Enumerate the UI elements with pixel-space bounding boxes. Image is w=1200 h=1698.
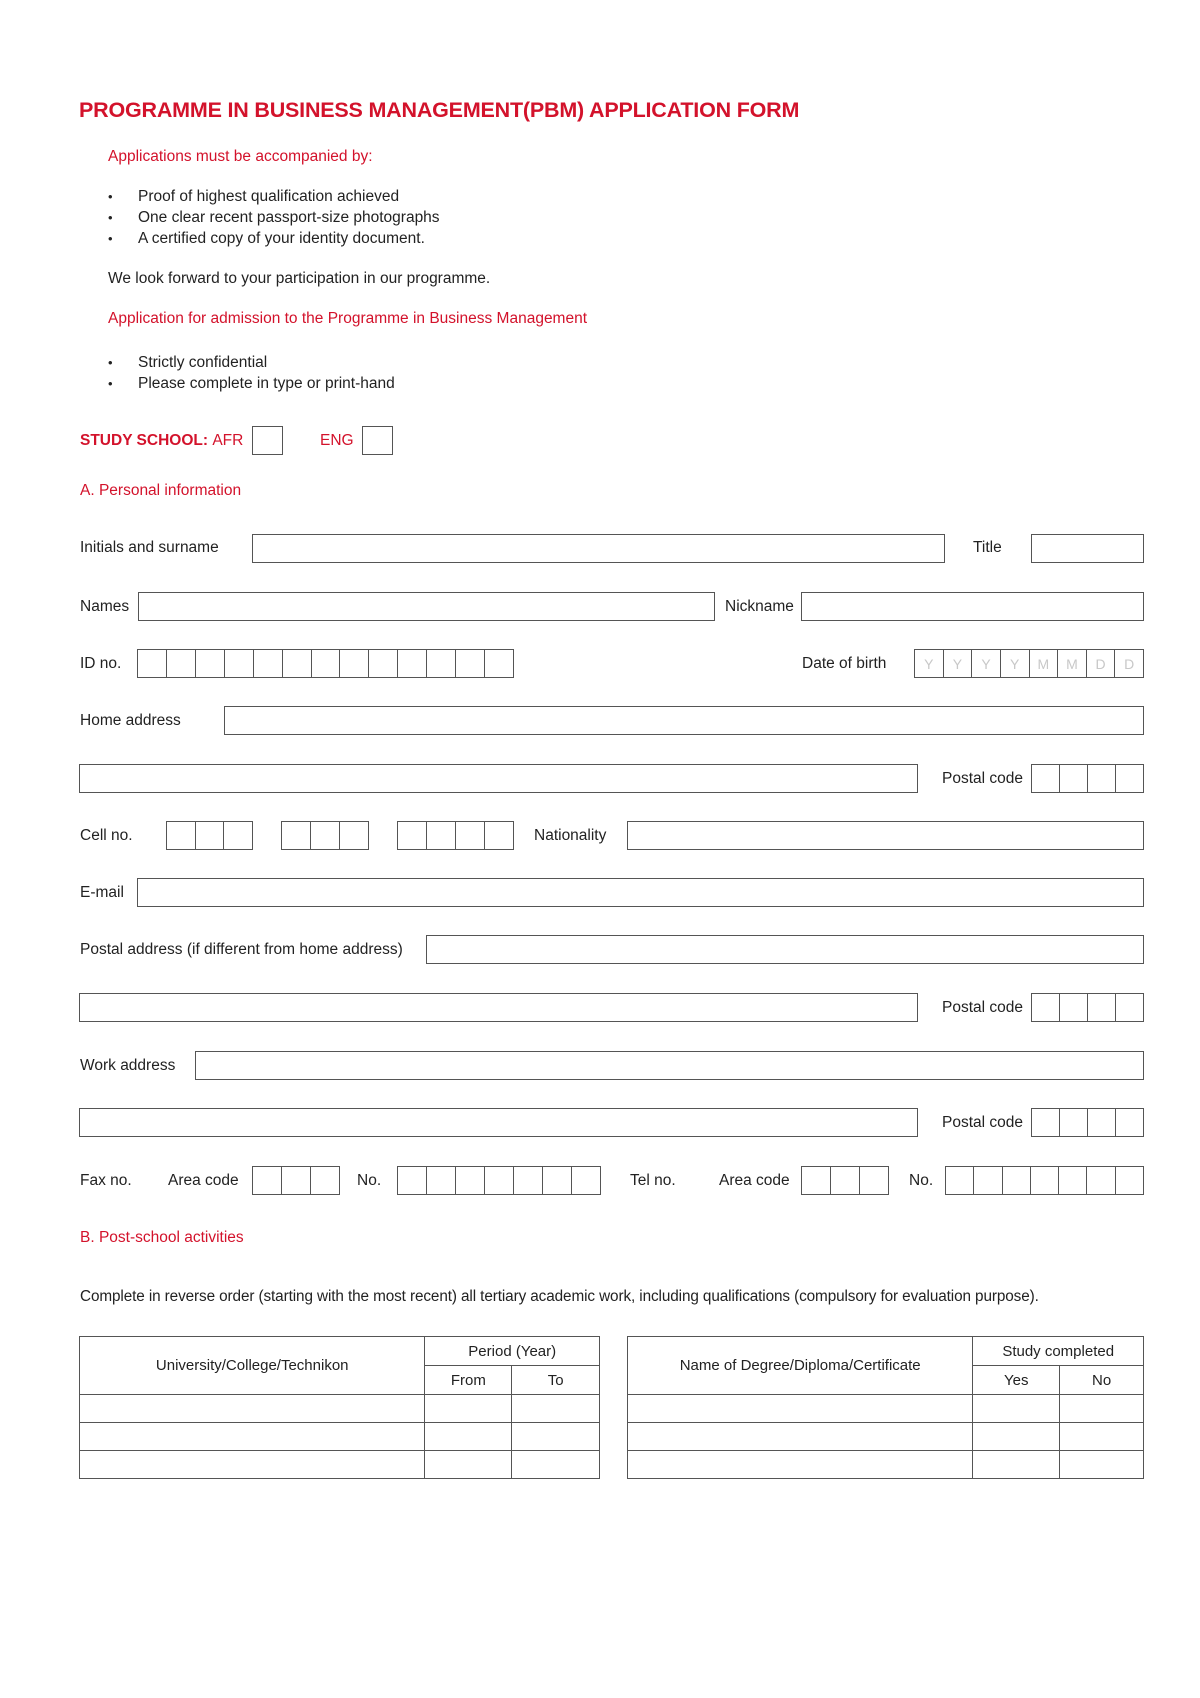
- eng-label: ENG: [320, 432, 354, 449]
- tel-number-label: No.: [909, 1172, 934, 1189]
- from-cell[interactable]: [425, 1423, 512, 1451]
- form-title: PROGRAMME IN BUSINESS MANAGEMENT(PBM) APPLICATION FORM: [79, 98, 800, 122]
- table-row: [628, 1451, 1144, 1479]
- institution-cell[interactable]: [80, 1395, 425, 1423]
- cell-no-label: Cell no.: [80, 827, 133, 844]
- home-address-field[interactable]: [224, 706, 1144, 735]
- admission-heading: Application for admission to the Programme in Business Management: [108, 310, 588, 327]
- postal-address-label: Postal address (if different from home address): [80, 941, 403, 958]
- table-row: [80, 1395, 600, 1423]
- postal-code-label: Postal code: [942, 770, 1023, 787]
- note-item: • Strictly confidential: [108, 352, 395, 373]
- period-header: Period (Year): [425, 1337, 600, 1366]
- afr-label: AFR: [212, 432, 244, 449]
- date-of-birth-label: Date of birth: [802, 655, 887, 672]
- study-school-label: [80, 432, 243, 450]
- cell-no-part1-field[interactable]: [166, 821, 253, 850]
- institution-header: University/College/Technikon: [80, 1337, 425, 1395]
- degree-cell[interactable]: [628, 1423, 973, 1451]
- from-cell[interactable]: [425, 1451, 512, 1479]
- tel-no-label: Tel no.: [630, 1172, 676, 1189]
- work-address-line2-field[interactable]: [79, 1108, 918, 1137]
- tel-number-field[interactable]: [945, 1166, 1144, 1195]
- eng-checkbox[interactable]: [362, 426, 393, 455]
- id-no-label: ID no.: [80, 655, 122, 672]
- fax-number-field[interactable]: [397, 1166, 601, 1195]
- nationality-field[interactable]: [627, 821, 1144, 850]
- to-cell[interactable]: [512, 1451, 600, 1479]
- degree-cell[interactable]: [628, 1451, 973, 1479]
- nationality-label: Nationality: [534, 827, 607, 844]
- to-header: To: [512, 1366, 600, 1395]
- table-row: [80, 1423, 600, 1451]
- home-address-label: Home address: [80, 712, 181, 729]
- accompanied-heading: Applications must be accompanied by:: [108, 148, 373, 165]
- nickname-field[interactable]: [801, 592, 1144, 621]
- title-field[interactable]: [1031, 534, 1144, 563]
- fax-no-label: Fax no.: [80, 1172, 132, 1189]
- to-cell[interactable]: [512, 1423, 600, 1451]
- fax-number-label: No.: [357, 1172, 382, 1189]
- yes-header: Yes: [973, 1366, 1060, 1395]
- table-row: [80, 1451, 600, 1479]
- initials-surname-field[interactable]: [252, 534, 945, 563]
- institution-cell[interactable]: [80, 1423, 425, 1451]
- postal-code-field-3[interactable]: [1031, 1108, 1144, 1137]
- postal-code-field-2[interactable]: [1031, 993, 1144, 1022]
- postal-address-line2-field[interactable]: [79, 993, 918, 1022]
- cell-no-part2-field[interactable]: [281, 821, 369, 850]
- no-cell[interactable]: [1060, 1451, 1144, 1479]
- title-label: Title: [973, 539, 1002, 556]
- yes-cell[interactable]: [973, 1451, 1060, 1479]
- fax-area-code-field[interactable]: [252, 1166, 340, 1195]
- requirement-item: • One clear recent passport-size photographs: [108, 207, 440, 228]
- postal-code-label-2: Postal code: [942, 999, 1023, 1016]
- date-of-birth-field[interactable]: Y Y Y Y M M D D: [914, 649, 1144, 678]
- tel-area-code-label: Area code: [719, 1172, 790, 1189]
- no-cell[interactable]: [1060, 1395, 1144, 1423]
- email-field[interactable]: [137, 878, 1144, 907]
- nickname-label: Nickname: [725, 598, 794, 615]
- postal-code-field[interactable]: [1031, 764, 1144, 793]
- study-school-text: STUDY SCHOOL:: [80, 432, 213, 449]
- degree-cell[interactable]: [628, 1395, 973, 1423]
- degree-header: Name of Degree/Diploma/Certificate: [628, 1337, 973, 1395]
- tel-area-code-field[interactable]: [801, 1166, 889, 1195]
- qualification-table: [627, 1336, 1144, 1479]
- notes-list: [108, 352, 395, 394]
- initials-surname-label: Initials and surname: [80, 539, 219, 556]
- section-a-heading: A. Personal information: [80, 482, 242, 499]
- email-label: E-mail: [80, 884, 124, 901]
- no-header: No: [1060, 1366, 1144, 1395]
- afr-checkbox[interactable]: [252, 426, 283, 455]
- yes-cell[interactable]: [973, 1423, 1060, 1451]
- table-row: [628, 1423, 1144, 1451]
- to-cell[interactable]: [512, 1395, 600, 1423]
- names-field[interactable]: [138, 592, 715, 621]
- postal-address-field[interactable]: [426, 935, 1144, 964]
- note-item: • Please complete in type or print-hand: [108, 373, 395, 394]
- names-label: Names: [80, 598, 130, 615]
- from-cell[interactable]: [425, 1395, 512, 1423]
- no-cell[interactable]: [1060, 1423, 1144, 1451]
- requirements-list: [108, 186, 440, 249]
- section-b-heading: B. Post-school activities: [80, 1229, 244, 1246]
- work-address-label: Work address: [80, 1057, 176, 1074]
- study-completed-header: Study completed: [973, 1337, 1144, 1366]
- requirement-item: • A certified copy of your identity document.: [108, 228, 440, 249]
- id-no-field[interactable]: [137, 649, 514, 678]
- look-forward-text: We look forward to your participation in our programme.: [108, 270, 491, 287]
- fax-area-code-label: Area code: [168, 1172, 239, 1189]
- institution-cell[interactable]: [80, 1451, 425, 1479]
- from-header: From: [425, 1366, 512, 1395]
- yes-cell[interactable]: [973, 1395, 1060, 1423]
- work-address-field[interactable]: [195, 1051, 1144, 1080]
- requirement-item: • Proof of highest qualification achieved: [108, 186, 440, 207]
- home-address-line2-field[interactable]: [79, 764, 918, 793]
- table-row: [628, 1395, 1144, 1423]
- cell-no-part3-field[interactable]: [397, 821, 514, 850]
- postal-code-label-3: Postal code: [942, 1114, 1023, 1131]
- institution-table: [79, 1336, 600, 1479]
- section-b-instruction: Complete in reverse order (starting with the most recent) all tertiary academic work, including qualifications (compulsory for evaluation purpose).: [80, 1288, 1039, 1305]
